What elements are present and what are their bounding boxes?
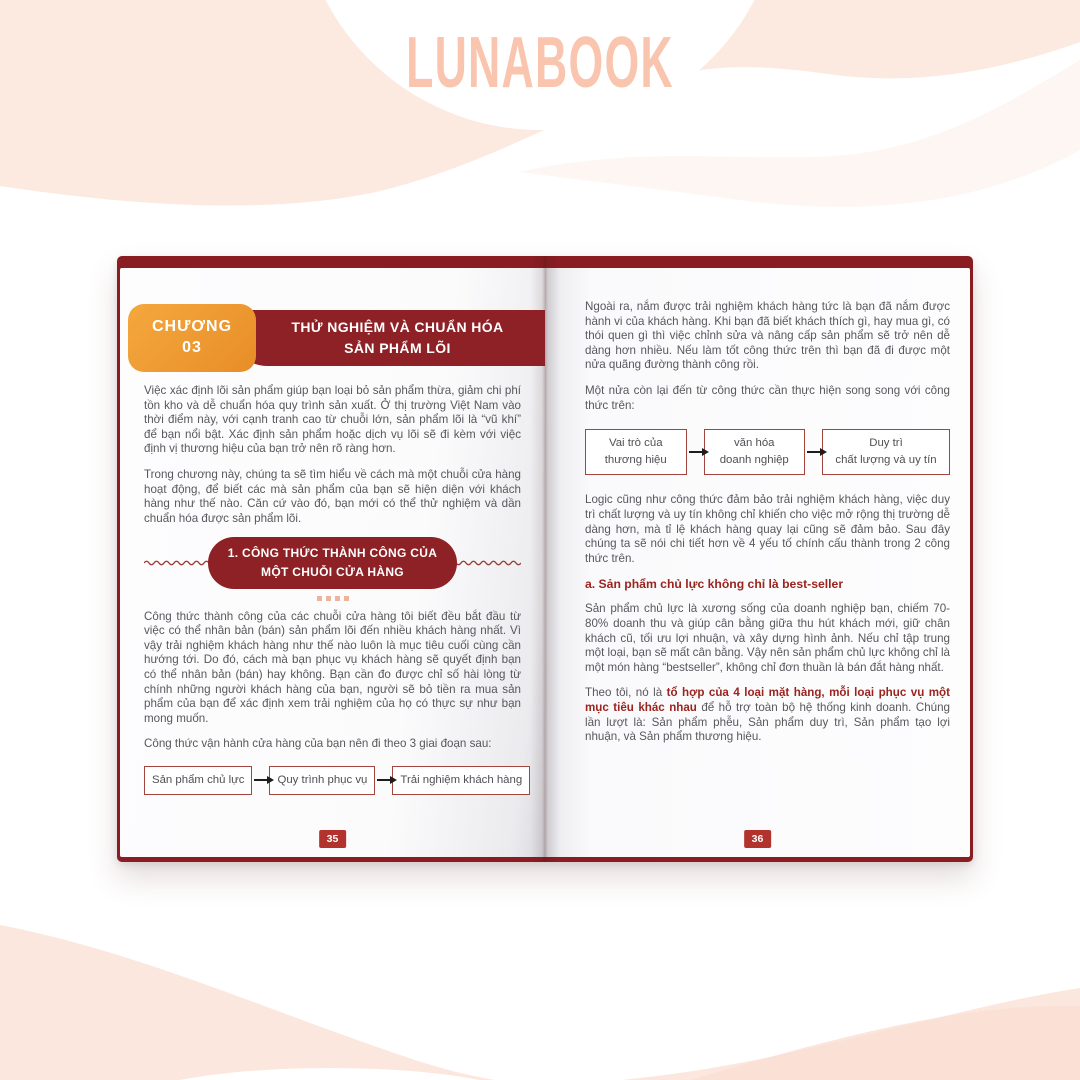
paragraph: Công thức thành công của các chuỗi cửa hàng tôi biết đều bắt đầu từ việc có thể nhân bản (bán) sản phẩm lõi đến nhiều khách hàng nhất. Vì vậy trải nghiệm khách hàng như thế nào luôn là mục tiêu cuối cùng cần hướng tới. Do đó, cách mà bạn phục vụ khách hàng sẽ quyết định bạn có thể nhân bản (bán) hay không. Bạn cần đo được chỉ số hài lòng từ chính những người khách hàng của bạn, người sẽ bỏ tiền ra mua sản phẩm của bạn để xác định xem trải nghiệm của họ có thực sự như bạn mong muốn. (144, 609, 521, 725)
flow-box (585, 429, 687, 475)
dot (335, 596, 340, 601)
paragraph: Sản phẩm chủ lực là xương sống của doanh nghiệp bạn, chiếm 70-80% doanh thu và giúp cân bằng giữa thu hút khách mới, giữ chân khách cũ, tối ưu lợi nhuận, và xây dựng hình ảnh. Nếu chỉ tập trung một loại, bạn sẽ mất cân bằng. Vậy nên sản phẩm chủ lực không chỉ là một món hàng “bestseller”, không chỉ đơn thuần là bán đắt hàng nhất. (585, 602, 950, 674)
right-mid-paragraphs (585, 493, 950, 566)
closing-paragraph (585, 686, 950, 744)
squiggle-right-icon (451, 559, 521, 567)
dot (344, 596, 349, 601)
paragraph: Ngoài ra, nắm được trải nghiệm khách hàng tức là bạn đã nắm được hành vi của khách hàng. Khi bạn đã biết khách thích gì, hay mua gì, có thói quen gì thì việc chỉnh sửa và nâng cấp sản phẩm sẽ trở nên dễ dàng hơn nhiều. Nếu làm tốt công thức trên thì bạn đã đi được một nửa quãng đường thành công rồi. (585, 300, 950, 372)
paragraph: Logic cũng như công thức đảm bảo trải nghiệm khách hàng, việc duy trì chất lượng và uy tín không chỉ khiến cho việc mở rộng thị trường dễ dàng hơn, mà tỉ lệ khách hàng quay lại cũng sẽ đảm bảo. Sau đây chúng ta sẽ nói chi tiết hơn về 4 yếu tố chính cấu thành trong 2 công thức trên. (585, 493, 950, 565)
paragraph: Trong chương này, chúng ta sẽ tìm hiểu về cách mà một chuỗi cửa hàng hoạt động, để biết các mà sản phẩm của bạn sẽ hiện diện với khách hàng như thế nào. Căn cứ vào đó, bạn mới có thể thử nghiệm và dần chuẩn hóa được sản phẩm lõi. (144, 467, 521, 525)
arrow-right-icon (807, 451, 821, 453)
arrow-right-icon (689, 451, 703, 453)
flow-box-line: văn hóa (733, 437, 775, 450)
flow-box-line: Duy trì (869, 437, 903, 450)
flow-box: Sản phẩm chủ lực (144, 766, 252, 795)
closing-prefix: Theo tôi, nó là (585, 686, 667, 700)
chapter-title-line2: SẢN PHẨM LÕI (344, 340, 451, 356)
left-flow-diagram (144, 766, 521, 795)
chapter-header (128, 304, 545, 372)
book-page-left (120, 268, 545, 857)
chapter-title-banner (226, 310, 545, 366)
flow-box-line: thương hiệu (604, 454, 667, 467)
bottom-deep-wedge (690, 1006, 1080, 1080)
section-heading-row (144, 537, 521, 588)
book-spread (117, 256, 973, 862)
section-heading-pill (208, 537, 457, 588)
arrow-right-icon (377, 779, 391, 781)
section-heading-line2: MỘT CHUỖI CỬA HÀNG (261, 564, 404, 579)
squiggle-left-icon (144, 559, 214, 567)
right-top-paragraphs (585, 300, 950, 413)
flow-box (704, 429, 806, 475)
decor-dots (144, 596, 521, 601)
chapter-badge (128, 304, 256, 372)
arrow-right-icon (254, 779, 268, 781)
left-section-paragraphs (144, 610, 521, 752)
closing-suffix: để hỗ trợ toàn bộ hệ thống kinh doanh. Chúng lần lượt là: Sản phẩm phễu, Sản phẩm duy trì, Sản phẩm tạo lợi nhuận, và Sản phẩm thương hiệu. (585, 700, 951, 744)
flow-box: Quy trình phục vụ (269, 766, 375, 795)
section-heading-line1: 1. CÔNG THỨC THÀNH CÔNG CỦA (227, 546, 438, 561)
paragraph: Công thức vận hành cửa hàng của bạn nên đi theo 3 giai đoạn sau: (144, 737, 492, 751)
right-flow-diagram (585, 429, 950, 475)
flow-box-line: chất lượng và uy tín (835, 454, 937, 467)
book-page-right (545, 268, 970, 857)
logo-text: LUNABOOK (406, 23, 674, 103)
dot (326, 596, 331, 601)
flow-box-line: doanh nghiệp (719, 454, 789, 467)
subsection-heading: a. Sản phẩm chủ lực không chỉ là best-seller (585, 577, 844, 592)
dot (317, 596, 322, 601)
flow-box (822, 429, 950, 475)
page-number-right: 36 (744, 830, 772, 848)
chapter-title-line1: THỬ NGHIỆM VÀ CHUẨN HÓA (291, 319, 504, 335)
page-number-left: 35 (319, 830, 347, 848)
left-intro-paragraphs (144, 384, 521, 526)
chapter-number: 03 (182, 339, 202, 356)
paragraph: Việc xác định lõi sản phẩm giúp bạn loại bỏ sản phẩm thừa, giảm chi phí tồn kho và dễ chuẩn hóa quy trình sản xuất. Ở thị trường Việt Nam vào thời điểm này, với cạnh tranh cao từ chuỗi lớn, sản phẩm lõi là “vũ khí” để bạn nổi bật. Xác định sản phẩm hoặc dịch vụ lõi sẽ đi kèm với việc định vị thương hiệu của bạn trở nên rõ ràng hơn. (144, 384, 521, 456)
flow-box: Trải nghiệm khách hàng (392, 766, 530, 795)
logo-badge (0, 0, 1080, 150)
paragraph: Một nửa còn lại đến từ công thức cần thực hiện song song với công thức trên: (585, 383, 950, 412)
chapter-label: CHƯƠNG (151, 318, 233, 336)
flow-box-line: Vai trò của (608, 437, 663, 450)
closing-bold: tổ hợp của 4 loại mặt hàng, mỗi loại phục vụ một mục tiêu khác nhau (585, 686, 950, 714)
right-bottom-paragraphs (585, 602, 950, 744)
